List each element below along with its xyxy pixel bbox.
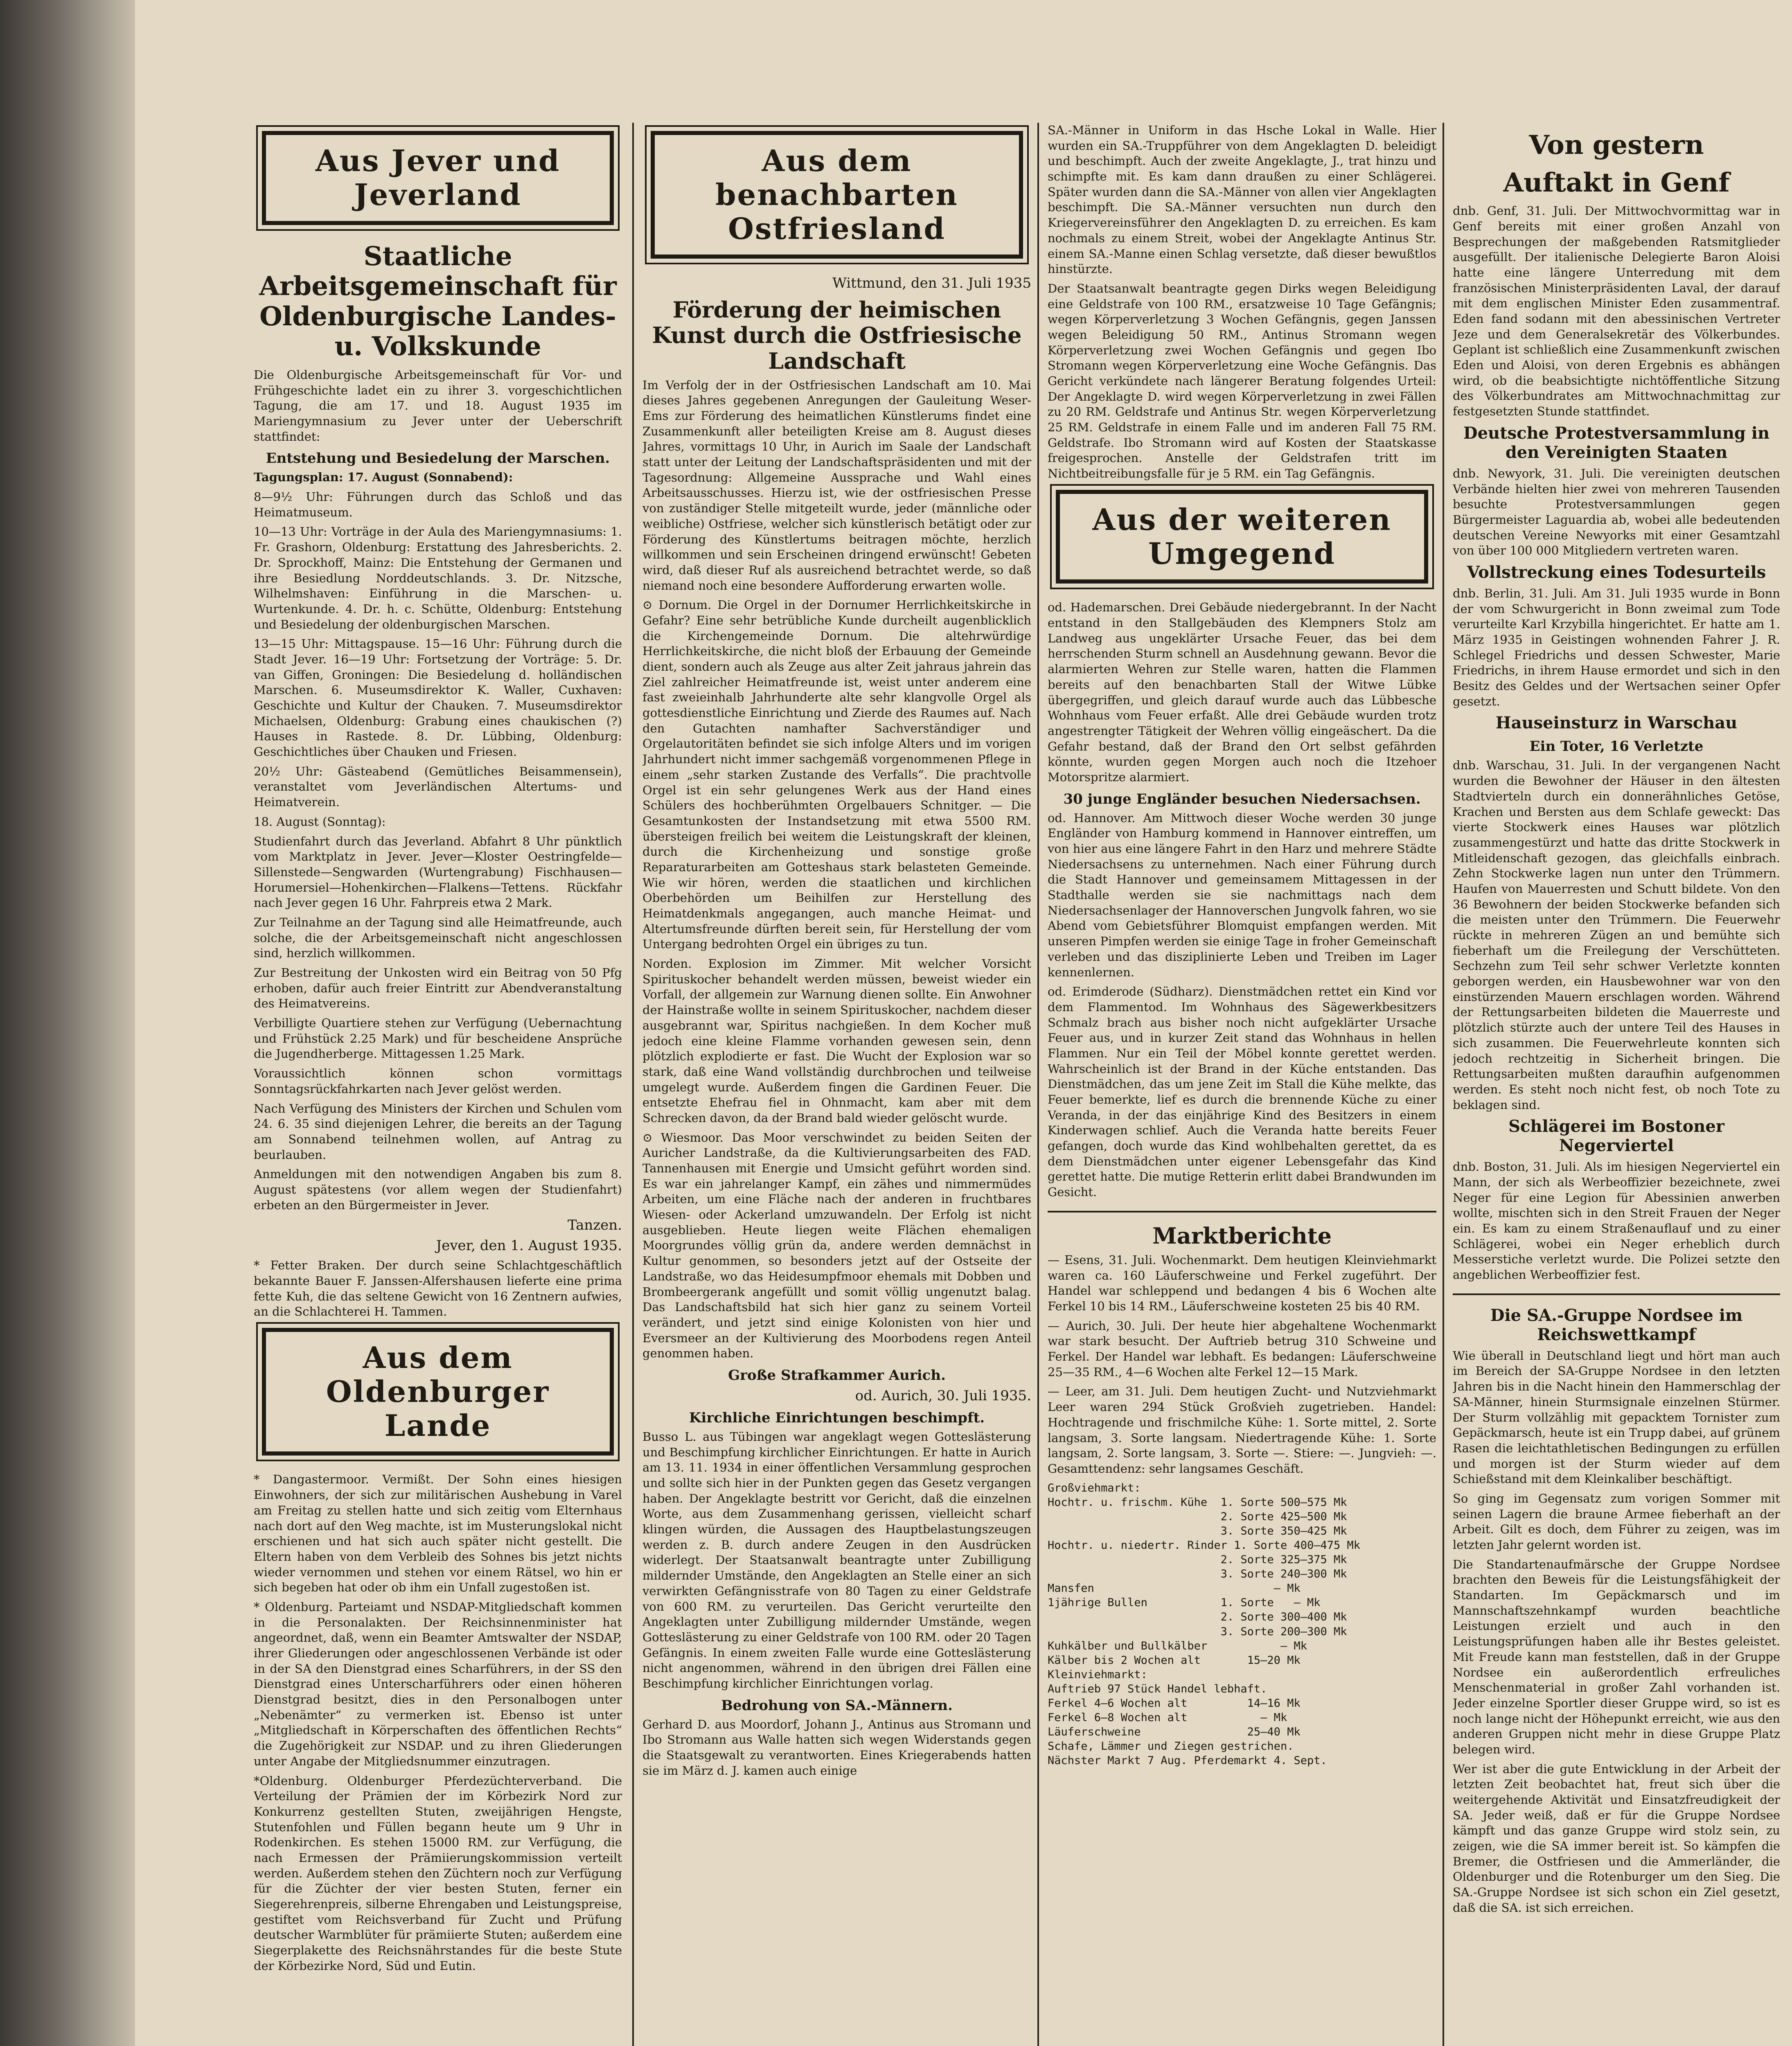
text-erimderode: od. Erimderode (Südharz). Dienstmädchen rettet ein Kind vor dem Flammentod. Im Wohnhaus des Sägewerkbesitzers Schmalz brach aus bisher noch nicht aufgeklärter Ursache Feuer aus, und in kurzer Zeit stand das Wohnhaus in hellen Flammen. Nur ein Teil der Möbel konnte gerettet werden. Wahrscheinlich ist der Brand in der Küche entstanden. Das Dienstmädchen, das um jene Zeit im Stall die Kühe melkte, das Feuer bemerkte, lief es durch die brennende Küche zu einer Veranda, in der das einjährige Kind des Besitzers in einem Kinderwagen schlief. Auch die Veranda hatte bereits Feuer gefangen, doch wurde das Kind wohlbehalten gerettet, da es dem Dienstmädchen unter eigener Lebensgefahr das Kind gerettet hatte. Die mutige Retterin erlitt dabei Brandwunden im Gesicht. <box>1048 985 1436 1199</box>
book-binding-spine <box>0 0 135 2046</box>
article-title-kunst: Förderung der heimischen Kunst durch die Ostfriesische Landschaft <box>652 297 1022 374</box>
title-genf: Auftakt in Genf <box>1503 167 1730 198</box>
title-warschau: Hauseinsturz in Warschau <box>1495 713 1738 733</box>
text-busso: Busso L. aus Tübingen war angeklagt wegen Gotteslästerung und Beschimpfung kirchlicher Einrichtungen. Er hatte in Aurich am 13. 11. 1934 in einer öffentlichen Versammlung gesprochen und sollte sich hier in der Punkten gegen das Gesetz vergangen haben. Der Angeklagte bestritt vor Gericht, daß die einzelnen Worte, aus dem Zusammenhang gerissen, vielleicht scharf klingen würden, die Aussagen des Hauptbelastungszeugen werden z. B. durch andere Zeugen in den Ausdrücken widerlegt. Der Staatsanwalt beantragte unter Zubilligung mildernder Umstände, den Angeklagten an Stelle einer an sich verwirkten Gefängnisstrafe von 80 Tagen zu einer Geldstrafe von 600 RM. zu verurteilen. Das Gericht verurteilte den Angeklagten unter Zubilligung mildernder Umstände, wegen Gotteslästerung zu einer Geldstrafe von 100 RM. oder 20 Tagen Gefängnis. In einem zweiten Falle wurde eine Gotteslästerung nicht angenommen, während in den übrigen drei Fällen eine Beschimpfung kirchlicher Einrichtungen vorlag. <box>642 1429 1031 1690</box>
text-hannover: od. Hannover. Am Mittwoch dieser Woche werden 30 junge Engländer von Hamburg kommend in Hannover eintreffen, um von hier aus eine längere Fahrt in den Harz und mehrere Städte Niedersachsens zu unternehmen. Nach einer Führung durch die Stadt Hannover und gemeinsamem Mittagessen in der Stadthalle werden sie sie nachmittags nach dem Niedersachsenlager der Hannoverschen Jungvolk fahren, wo sie Abend vom Gebietsführer Blomquist empfangen werden. Mit unseren Pimpfen werden sie einige Tage in froher Gemeinschaft verleben und das disziplinierte Leben und Treiben im Lager kennenlernen. <box>1048 811 1436 979</box>
text-kunst: Im Verfolg der in der Ostfriesischen Landschaft am 10. Mai dieses Jahres gegebenen Anregungen der Gauleitung Weser-Ems zur Förderung des heimatlichen Künstlerums findet eine Zusammenkunft aller beteiligten Kreise am 8. August dieses Jahres, vormittags 10 Uhr, in Aurich im Saale der Landschaft statt unter der Leitung der Landschaftspräsidenten und mit der Tagesordnung: Allgemeine Aussprache und Wahl eines Arbeitsausschusses. Hierzu ist, wie der ostfriesischen Presse von zuständiger Stelle mitgeteilt wurde, jeder (männliche oder weibliche) Ostfriese, welcher sich künstlerisch betätigt oder zur Förderung des Künstlertums beitragen möchte, herzlich willkommen und sein Erscheinen dringend erwünscht! Gebeten wird, daß dieser Ruf als ausreichend betrachtet werde, so daß niemand noch eine besondere Aufforderung erwarten wolle. <box>642 378 1031 593</box>
title-sa-gruppe: Die SA.-Gruppe Nordsee im Reichswettkampf <box>1490 1305 1743 1344</box>
text-leer: — Leer, am 31. Juli. Dem heutigen Zucht- und Nutzviehmarkt Leer waren 294 Stück Großvieh zugetrieben. Handel: Hochtragende und frischmilche Kühe: 1. Sorte mittel, 2. Sorte langsam, 3. Sorte langsam. Niedertragende Kühe: 1. Sorte langsam, 2. Sorte langsam, 3. Sorte —. Stiere: —. Jungvieh: —. Gesamttendenz: sehr langsames Geschäft. <box>1048 1384 1436 1476</box>
column-4 <box>1453 123 1780 2046</box>
text-quartiere: Verbilligte Quartiere stehen zur Verfügung (Uebernachtung und Frühstück 2.25 Mark) und für bescheidene Ansprüche die Jugendherberge. Mittagessen 1.25 Mark. <box>254 1016 622 1061</box>
column-2 <box>642 123 1031 2046</box>
text-sa-gruppe-4: Wer ist aber die gute Entwicklung in der Arbeit der letzten Zeit beobachtet hat, freut sich über die weitergehende Aktivität und Einsatzfreudigkeit der SA. Jeder weiß, daß er für die Gruppe Nordsee kämpft und das ganze Gruppe wird stolz sein, zu zeigen, wie die SA immer bereit ist. So kämpfen die Bremer, die Ostfriesen und die Ammerländer, die Oldenburger und die Rotenburger um den Sieg. Die SA.-Gruppe Nordsee ist sich schon ein Ziel gesetzt, daß die SA. ist sich erreichen. <box>1453 1762 1780 1915</box>
market-title: Marktberichte <box>1152 1222 1332 1249</box>
section-header-ostfriesland: Aus dem benachbarten Ostfriesland <box>651 131 1023 259</box>
text-warschau: dnb. Warschau, 31. Juli. In der vergangenen Nacht wurden die Bewohner der Häuser in den ältesten Stadtvierteln durch ein donnerähnliches Getöse, Krachen und Bersten aus dem Schlafe geweckt: Das vierte Stockwerk eines Hauses war plötzlich zusammengestürzt und hatte das dritte Stockwerk in Mitleidenschaft gezogen, das gleichfalls einbrach. Zehn Stockwerke lagen nun unter den Trümmern. Haufen von Mauerresten und Schutt bildete. Von den 36 Bewohnern der beiden Stockwerke befanden sich die meisten unter den Trümmern. Die Feuerwehr rückte in mehreren Zügen an und bemühte sich fieberhaft um die Freilegung der Verschütteten. Sechzehn zum Teil sehr schwer Verletzte konnten geborgen werden, ein Hausbewohner war von den einstürzenden Mauern erschlagen worden. Während der Rettungsarbeiten bildeten die Mauerreste und plötzlich stürzte auch der untere Teil des Hauses in sich zusammen. Die Feuerwehrleute konnten sich jedoch rechtzeitig in Sicherheit bringen. Die Rettungsarbeiten mußten daraufhin aufgenommen werden. Es steht noch nicht fest, ob noch Tote zu beklagen sind. <box>1453 758 1780 1112</box>
market-price-table: Großviehmarkt: Hochtr. u. frischm. Kühe 1. Sorte 500—575 Mk 2. Sorte 425—500 Mk 3. Sorte 350—425 Mk Hochtr. u. niedertr. Rinder 1. Sorte 400—475 Mk 2. Sorte 325—375 Mk 3. Sorte 240—300 Mk Mansfen — Mk 1jährige Bullen 1. Sorte — Mk 2. Sorte 300—400 Mk 3. Sorte 200—300 Mk Kuhkälber und Bullkälber — Mk Kälber bis 2 Wochen alt 15—20 Mk Kleinviehmarkt: Auftrieb 97 Stück Handel lebhaft. Ferkel 4—6 Wochen alt 14—16 Mk Ferkel 6—8 Wochen alt — Mk Läuferschweine 25—40 Mk Schafe, Lämmer und Ziegen gestrichen. Nächster Markt 7 Aug. Pferdemarkt 4. Sept. <box>1048 1481 1361 1767</box>
title-todesurteil: Vollstreckung eines Todesurteils <box>1467 562 1766 582</box>
text-genf: dnb. Genf, 31. Juli. Der Mittwochvormittag war in Genf bereits mit einer großen Anzahl von Besprechungen der maßgebenden Ratsmitglieder ausgefüllt. Der italienische Delegierte Baron Aloisi hatte eine längere Unterredung mit dem französischen Ministerpräsidenten Laval, der darauf mit dem englischen Minister Eden zusammentraf. Eden fand sodann mit den abessinischen Vertreter Jeze und dem Generalsekretär des Völkerbundes. Geplant ist schließlich eine Zusammenkunft zwischen Eden und Aloisi, von deren Ergebnis es abhängen wird, ob die beabsichtigte nichtöffentliche Sitzung des Völkerbundrates am Mittwochnachmittag zur festgesetzten Stunde stattfindet. <box>1453 204 1780 419</box>
text-newyork: dnb. Newyork, 31. Juli. Die vereinigten deutschen Verbände hielten hier zwei von mehreren Tausenden besuchte Protestversammlungen gegen Bürgermeister Laguardia ab, wobei alle bedeutenden deutschen Vereine Newyorks mit einer Gesamtzahl von über 100 000 Mitgliedern vertreten waren. <box>1453 466 1780 558</box>
plan-title: Tagungsplan: 17. August (Sonnabend): <box>254 470 513 484</box>
text-teilnahme: Zur Teilnahme an der Tagung sind alle Heimatfreunde, auch solche, die der Arbeitsgemeinschaft nicht angeschlossen sind, herzlich willkommen. <box>254 915 622 960</box>
text-sa-gruppe-1: Wie überall in Deutschland liegt und hört man auch im Bereich der SA-Gruppe Nordsee in den letzten Jahren bis in die Nacht hinein den Hammerschlag der SA-Männer, hinein Sturmsignale einzelnen Stürmer. Der Sturm vollzählig mit gepacktem Tornister zum Gepäckmarsch, heute ist ein Trupp dabei, auf grünem Rasen die leichtathletischen Bedingungen zu erfüllen und morgen ist der Sturm wieder auf dem Schießstand mit dem Kleinkaliber beschäftigt. <box>1453 1348 1780 1486</box>
text-studienfahrt: Studienfahrt durch das Jeverland. Abfahrt 8 Uhr pünktlich vom Marktplatz in Jever. Jever—Kloster Oestringfelde—Sillenstede—Sengwarden (Wurtengrabung) Fischhausen—Horumersiel—Hohenkirchen—Flalkens—Tettens. Rückfahr nach Jever gegen 16 Uhr. Fahrpreis etwa 2 Mark. <box>254 834 622 910</box>
text-fetter-braken: * Fetter Braken. Der durch seine Schlachtgeschäftlich bekannte Bauer F. Janssen-Alfershausen lieferte eine prima fette Kuh, die das seltene Gewicht von 16 Zentnern aufwies, an die Schlachterei H. Tammen. <box>254 1258 622 1319</box>
article-title-arbeitsgemeinschaft: Staatliche Arbeitsgemeinschaft für Oldenburgische Landes- u. Volkskunde <box>259 241 617 362</box>
signature: Tanzen. <box>568 1217 622 1234</box>
article-theme: Entstehung und Besiedelung der Marschen. <box>266 450 610 467</box>
text-sa-gruppe-2: So ging im Gegensatz zum vorigen Sommer mit seinen Lagern die braune Armee fieberhaft an der Arbeit. Gilt es doch, dem Führer zu zeigen, was im letzten Jahr gelernt worden ist. <box>1453 1491 1780 1552</box>
text-dangastermoor: * Dangastermoor. Vermißt. Der Sohn eines hiesigen Einwohners, der sich zur militärischen Aushebung in Varel am Freitag zu stellen hatte und sich zeitig vom Elternhaus nach dort auf den Weg machte, ist im Musterungslokal nicht erschienen und hat sich auch später nicht gestellt. Die Eltern haben von dem Verbleib des Sohnes bis jetzt nichts wieder vernommen und stehen vor einem Rätsel, wo hin er sich begeben hat oder ob ihm ein Unfall zugestoßen ist. <box>254 1472 622 1595</box>
text-dornum: ⊙ Dornum. Die Orgel in der Dornumer Herrlichkeitskirche in Gefahr? Eine sehr betrübliche Kunde durcheilt augenblicklich die Kirchengemeinde Dornum. Die altehrwürdige Herrlichkeitskirche, die nicht bloß der Erbauung der Gemeinde dient, sondern auch als Zeuge aus alter Zeit jahraus jahrein das Ziel zahlreicher Heimatfreunde ist, weist unter anderem eine fast zweieinhalb Jahrhunderte alte sehr klangvolle Orgel als gottesdienstliche Einrichtung und Zierde des Raumes auf. Nach den Gutachten namhafter Sachverständiger und Orgelautoritäten befindet sie sich infolge Alters und im vorigen Jahrhundert nicht immer sachgemäß vorgenommenen Pflege in einem „sehr starken Zustande des Verfalls“. Die prachtvolle Orgel ist ein sehr gelungenes Werk aus der Hand eines Schülers des hochberühmten Orgelbauers Schnitger. — Die Gesamtunkosten der Instandsetzung mit etwa 5500 RM. übersteigen freilich bei weitem die Leistungskraft der kleinen, durch die Kirchenheizung und sonstige große Reparaturarbeiten am Gotteshaus stark belasteten Gemeinde. Wie wir hören, werden die staatlichen und kirchlichen Oberbehörden um Beihilfen zur Herstellung des Heimatdenkmals angegangen, auch manche Heimat- und Altertumsfreunde dürften bereit sein, für Herstellung der vom Untergang bedrohten Orgel ein übriges zu tun. <box>642 598 1031 951</box>
text-wiesmoor: ⊙ Wiesmoor. Das Moor verschwindet zu beiden Seiten der Auricher Landstraße, da die Kultivierungsarbeiten des FAD. Tannenhausen mit Energie und Umsicht geführt worden sind. Es war ein jahrelanger Kampf, ein zähes und nimmermüdes Arbeiten, um eine Fläche nach der anderen in fruchtbares Wiesen- oder Ackerland umzuwandeln. Der Erfolg ist nicht ausgeblieben. Heute liegen weite Flächen ehemaligen Moorgrundes völlig grün da, andere werden demnächst in Kultur genommen, so besonders jetzt auf der Ostseite der Landstraße, wo das Heidesumpfmoor ehemals mit Dobben und Brombeergerank angefüllt und somit völlig ungenutzt balag. Das Landschaftsbild hat sich hier ganz zu seinem Vorteil verändert, und jetzt sind einige Kolonisten von hier und Eversmeer an der Kultivierung des Moorbodens regen Anteil genommen haben. <box>642 1130 1031 1361</box>
title-bedrohung: Bedrohung von SA.-Männern. <box>721 1697 953 1714</box>
dateline-wittmund: Wittmund, den 31. Juli 1935 <box>832 275 1031 292</box>
text-anmeldungen: Anmeldungen mit den notwendigen Angaben bis zum 8. August spätestens (vor allem wegen der Studienfahrt) erbeten an den Bürgermeister in Jever. <box>254 1167 622 1212</box>
plan-item-3: 13—15 Uhr: Mittagspause. 15—16 Uhr: Führung durch die Stadt Jever. 16—19 Uhr: Fortsetzung der Vorträge: 5. Dr. van Giffen, Groningen: Die Besiedelung d. holländischen Marschen. 6. Museumsdirektor K. Waller, Cuxhaven: Geschichte und Kultur der Chauken. 7. Museumsdirektor Michaelsen, Oldenburg: Grabung eines chaukischen (?) Hauses in Rastede. 8. Dr. Lübbing, Oldenburg: Geschichtliches über Chauken und Friesen. <box>254 637 622 759</box>
text-norden: Norden. Explosion im Zimmer. Mit welcher Vorsicht Spirituskocher behandelt werden müssen, beweist wieder ein Vorfall, der allgemein zur Warnung dienen sollte. Ein Anwohner der Hainstraße wollte in seinem Spirituskocher, nachdem dieser ausgebrannt war, Spiritus nachgießen. In dem Kocher muß jedoch eine kleine Flamme vorhanden gewesen sein, denn plötzlich explodierte er fast. Die Wucht der Explosion war so stark, daß eine Wand vollständig durchbrochen und teilweise umgelegt wurde. Außerdem fingen die Gardinen Feuer. Die entsetzte Ehefrau fiel in Ohnmacht, kam aber mit dem Schrecken davon, da der Brand bald wieder gelöscht wurde. <box>642 957 1031 1125</box>
section-header-oldenburger-lande: Aus dem Oldenburger Lande <box>262 1328 614 1456</box>
dateline-jever: Jever, den 1. August 1935. <box>436 1237 622 1254</box>
section-divider <box>1453 1293 1780 1295</box>
column-rule <box>1443 123 1444 2046</box>
sub-warschau: Ein Toter, 16 Verletzte <box>1529 738 1704 755</box>
text-unkosten: Zur Bestreitung der Unkosten wird ein Beitrag von 50 Pfg erhoben, dafür auch freier Eintritt zur Abendveranstaltung des Heimatvereins. <box>254 966 622 1011</box>
text-rueckfahrkarten: Voraussichtlich können schon vormittags Sonntagsrückfahrkarten nach Jever gelöst werden. <box>254 1066 622 1096</box>
column-rule <box>632 123 634 2046</box>
dateline-aurich: od. Aurich, 30. Juli 1935. <box>855 1387 1031 1404</box>
plan-item-5: 18. August (Sonntag): <box>254 814 386 829</box>
sub-englaender: 30 junge Engländer besuchen Niedersachsen. <box>1063 791 1421 807</box>
text-aurich-markt: — Aurich, 30. Juli. Der heute hier abgehaltene Wochenmarkt war stark besucht. Der Auftrieb betrug 310 Schweine und Ferkel. Der Handel war lebhaft. Es bedangen: Läuferschweine 25—35 RM., 4—6 Wochen alte Ferkel 12—15 Mark. <box>1048 1318 1436 1379</box>
text-gerhard: Gerhard D. aus Moordorf, Johann J., Antinus aus Stromann und Ibo Stromann aus Walle hatten sich wegen Widerstands gegen die Staatsgewalt zu verantworten. Eines Kriegerabends hatten sie im März d. J. kamen auch einige <box>642 1717 1031 1778</box>
text-sa-maenner: SA.-Männer in Uniform in das Hsche Lokal in Walle. Hier wurden ein SA.-Truppführer von dem Angeklagten D. beleidigt und beschimpft. Auch der zweite Angeklagte, J., trat hinzu und schimpfte mit. Es kam dann draußen zu einer Schlägerei. Später wurden dann die SA.-Männer von allen vier Angeklagten beschimpft. Die SA.-Männer versuchten nun durch den Kriegervereinsführer den Angeklagten D. zu erreichen. Es kam nochmals zu einem Streit, wobei der Angeklagte Antinus Str. einem SA.-Manne einen Schlag versetzte, daß dieser bewußtlos hinstürzte. <box>1048 123 1436 276</box>
text-staatsanwalt: Der Staatsanwalt beantragte gegen Dirks wegen Beleidigung eine Geldstrafe von 100 RM., ersatzweise 10 Tage Gefängnis; wegen Körperverletzung 3 Wochen Gefängnis, gegen Janssen wegen Beleidigung 50 RM., Antinus Stromann wegen Körperverletzung zwei Wochen Gefängnis und gegen Ibo Stromann wegen Körperverletzung eine Woche Gefängnis. Das Gericht verkündete nach längerer Beratung folgendes Urteil: Der Angeklagte D. wird wegen Körperverletzung in zwei Fällen zu 20 RM. Geldstrafe und Antinus Str. wegen Körperverletzung 25 RM. Geldstrafe in einem Falle und im anderen Fall 75 RM. Geldstrafe. Ibo Stromann wird auf Kosten der Staatskasse freigesprochen. Anstelle der Geldstrafen tritt im Nichtbeitreibungsfalle für je 5 RM. ein Tag Gefängnis. <box>1048 281 1436 481</box>
plan-item-2: 10—13 Uhr: Vorträge in der Aula des Mariengymnasiums: 1. Fr. Grashorn, Oldenburg: Erstattung des Jahresberichts. 2. Dr. Sprockhoff, Mainz: Die Entstehung der Germanen und ihre Besiedlung Norddeutschlands. 3. Dr. Nitzsche, Wilhelmshaven: Einführung in die Marschen- u. Wurtenkunde. 4. Dr. h. c. Schütte, Oldenburg: Entstehung und Besiedelung der oldenburgischen Marschen. <box>254 525 622 631</box>
title-boston: Schlägerei im Bostoner Negerviertel <box>1508 1117 1724 1156</box>
title-kirchliche: Kirchliche Einrichtungen beschimpft. <box>689 1409 985 1426</box>
text-hademarschen: od. Hademarschen. Drei Gebäude niedergebrannt. In der Nacht entstand in den Stallgebäuden des Klempners Stolz am Landweg aus ungeklärter Ursache Feuer, das bei dem herrschenden Sturm schnell an Ausdehnung gewann. Bevor die alarmierten Wehren zur Stelle waren, hatten die Flammen bereits auf den benachbarten Stall der Witwe Lübke übergegriffen, und gleich darauf wurde auch das Lübbesche Wohnhaus vom Feuer erfaßt. Alle drei Gebäude wurden trotz angestrengter Tätigkeit der Wehren völlig eingeäschert. Da die Gefahr bestand, daß der Brand den Ort selbst gefährden könnte, wurden gegen Morgen auch noch die Itzehoer Motorspritze alarmiert. <box>1048 600 1436 784</box>
plan-item-1: 8—9½ Uhr: Führungen durch das Schloß und das Heimatmuseum. <box>254 490 622 519</box>
text-sa-gruppe-3: Die Standartenaufmärsche der Gruppe Nordsee brachten den Beweis für die Leistungsfähigkeit der Standarten. Im Gepäckmarsch und im Mannschaftszehnkampf wurden beachtliche Leistungen erzielt und auch in den Leistungsprüfungen haben alle ihr Bestes geleistet. Mit Freude kann man feststellen, daß in der Gruppe Nordsee ein außerordentlich erfreuliches Menschenmaterial in großer Zahl vorhanden ist. Jeder einzelne Sportler dieser Gruppe wird, so ist es noch lange nicht der Höhepunkt erreicht, wie aus den anderen Gruppen nicht mehr in diese Gruppe Platz belegen wird. <box>1453 1557 1780 1756</box>
newspaper-page <box>135 0 1792 2046</box>
text-boston: dnb. Boston, 31. Juli. Als im hiesigen Negerviertel ein Mann, der sich als Werbeoffizier bezeichnete, zwei Neger für eine Legion für Abessinien anwerben wollte, mischten sich in den Streit Frauen der Neger ein. Es kam zu einem Straßenauflauf und zu einer Schlägerei, wobei ein Neger erheblich durch Messerstiche verletzt wurde. Die Polizei setzte den angeblichen Werbeoffizier fest. <box>1453 1160 1780 1282</box>
section-header-von-gestern: Von gestern <box>1529 130 1704 160</box>
section-header-jever: Aus Jever und Jeverland <box>262 131 614 225</box>
text-esens: — Esens, 31. Juli. Wochenmarkt. Dem heutigen Kleinviehmarkt waren ca. 160 Läuferschweine und Ferkel zugeführt. Der Handel war schleppend und bedangen 4 bis 6 Wochen alte Ferkel 10 bis 14 RM., Läuferschweine kosteten 25 bis 40 RM. <box>1048 1253 1436 1313</box>
column-3 <box>1048 123 1436 2046</box>
section-divider <box>1048 1211 1436 1212</box>
plan-item-4: 20½ Uhr: Gästeabend (Gemütliches Beisammensein), veranstaltet vom Jeverländischen Altertums- und Heimatverein. <box>254 764 622 809</box>
text-oldenburg-parteiamt: * Oldenburg. Parteiamt und NSDAP-Mitgliedschaft kommen in die Personalakten. Der Reichsinnenminister hat angeordnet, daß, wenn ein Beamter Amtswalter der NSDAP, ihrer Gliederungen oder angeschlossenen Verbände ist oder in der SA den Dienstgrad eines Scharführers, in der SS den Dienstgrad eines Unterscharführers oder einen höheren Dienstgrad besitzt, dies in den Personalbogen unter „Nebenämter“ zu vermerken ist. Ebenso ist unter „Mitgliedschaft in Körperschaften des öffentlichen Rechts“ die Zugehörigkeit zur NSDAP. und zu ihren Gliederungen unter Angabe der Mitgliedsnummer einzutragen. <box>254 1600 622 1768</box>
text-berlin: dnb. Berlin, 31. Juli. Am 31. Juli 1935 wurde in Bonn der vom Schwurgericht in Bonn zweimal zum Tode verurteilte Karl Krzybilla hingerichtet. Er hatte am 1. März 1935 in Geistingen wohnenden Fahrer J. R. Schlegel Friedrichs und dessen Schwester, Marie Friedrichs, in ihrem Hause ermordet und sich in den Besitz des Geldes und der Wertsachen seiner Opfer gesetzt. <box>1453 586 1780 708</box>
title-protest: Deutsche Protestversammlung in den Vereinigten Staaten <box>1463 423 1770 462</box>
text-oldenburg-pferde: *Oldenburg. Oldenburger Pferdezüchterverband. Die Verteilung der Prämien der im Körbezirk Nord zur Konkurrenz gestellten Stuten, zweijährigen Hengste, Stutenfohlen und Füllen begann heute um 9 Uhr in Rodenkirchen. Es stehen 15000 RM. zur Verfügung, die nach Ermessen der Prämiierungskommission verteilt werden. Außerdem stehen den Züchtern noch zur Verfügung für die Züchter der vier besten Stuten, ferner ein Siegerehrenpreis, silberne Ehrengaben und Leistungspreise, gestiftet vom Reichsverband für Zucht und Prüfung deutscher Warmblüter für prämiierte Stuten; außerdem eine Siegerplakette des Reichsnährstandes für die beste Stute der Körbezirke Nord, Süd und Eutin. <box>254 1773 622 1973</box>
title-strafkammer: Große Strafkammer Aurich. <box>728 1367 946 1384</box>
column-rule <box>1037 123 1039 2046</box>
section-header-umgegend: Aus der weiteren Umgegend <box>1056 490 1428 584</box>
column-1 <box>254 123 622 2046</box>
text-verfuegung: Nach Verfügung des Ministers der Kirchen und Schulen vom 24. 6. 35 sind diejenigen Lehrer, die bereits an der Tagung am Sonnabend teilnehmen wollen, auf Antrag zu beurlauben. <box>254 1101 622 1162</box>
article-intro: Die Oldenburgische Arbeitsgemeinschaft für Vor- und Frühgeschichte ladet ein zu ihrer 3. vorgeschichtlichen Tagung, die am 17. und 18. August 1935 im Mariengymnasium zu Jever unter der Ueberschrift stattfindet: <box>254 367 622 444</box>
